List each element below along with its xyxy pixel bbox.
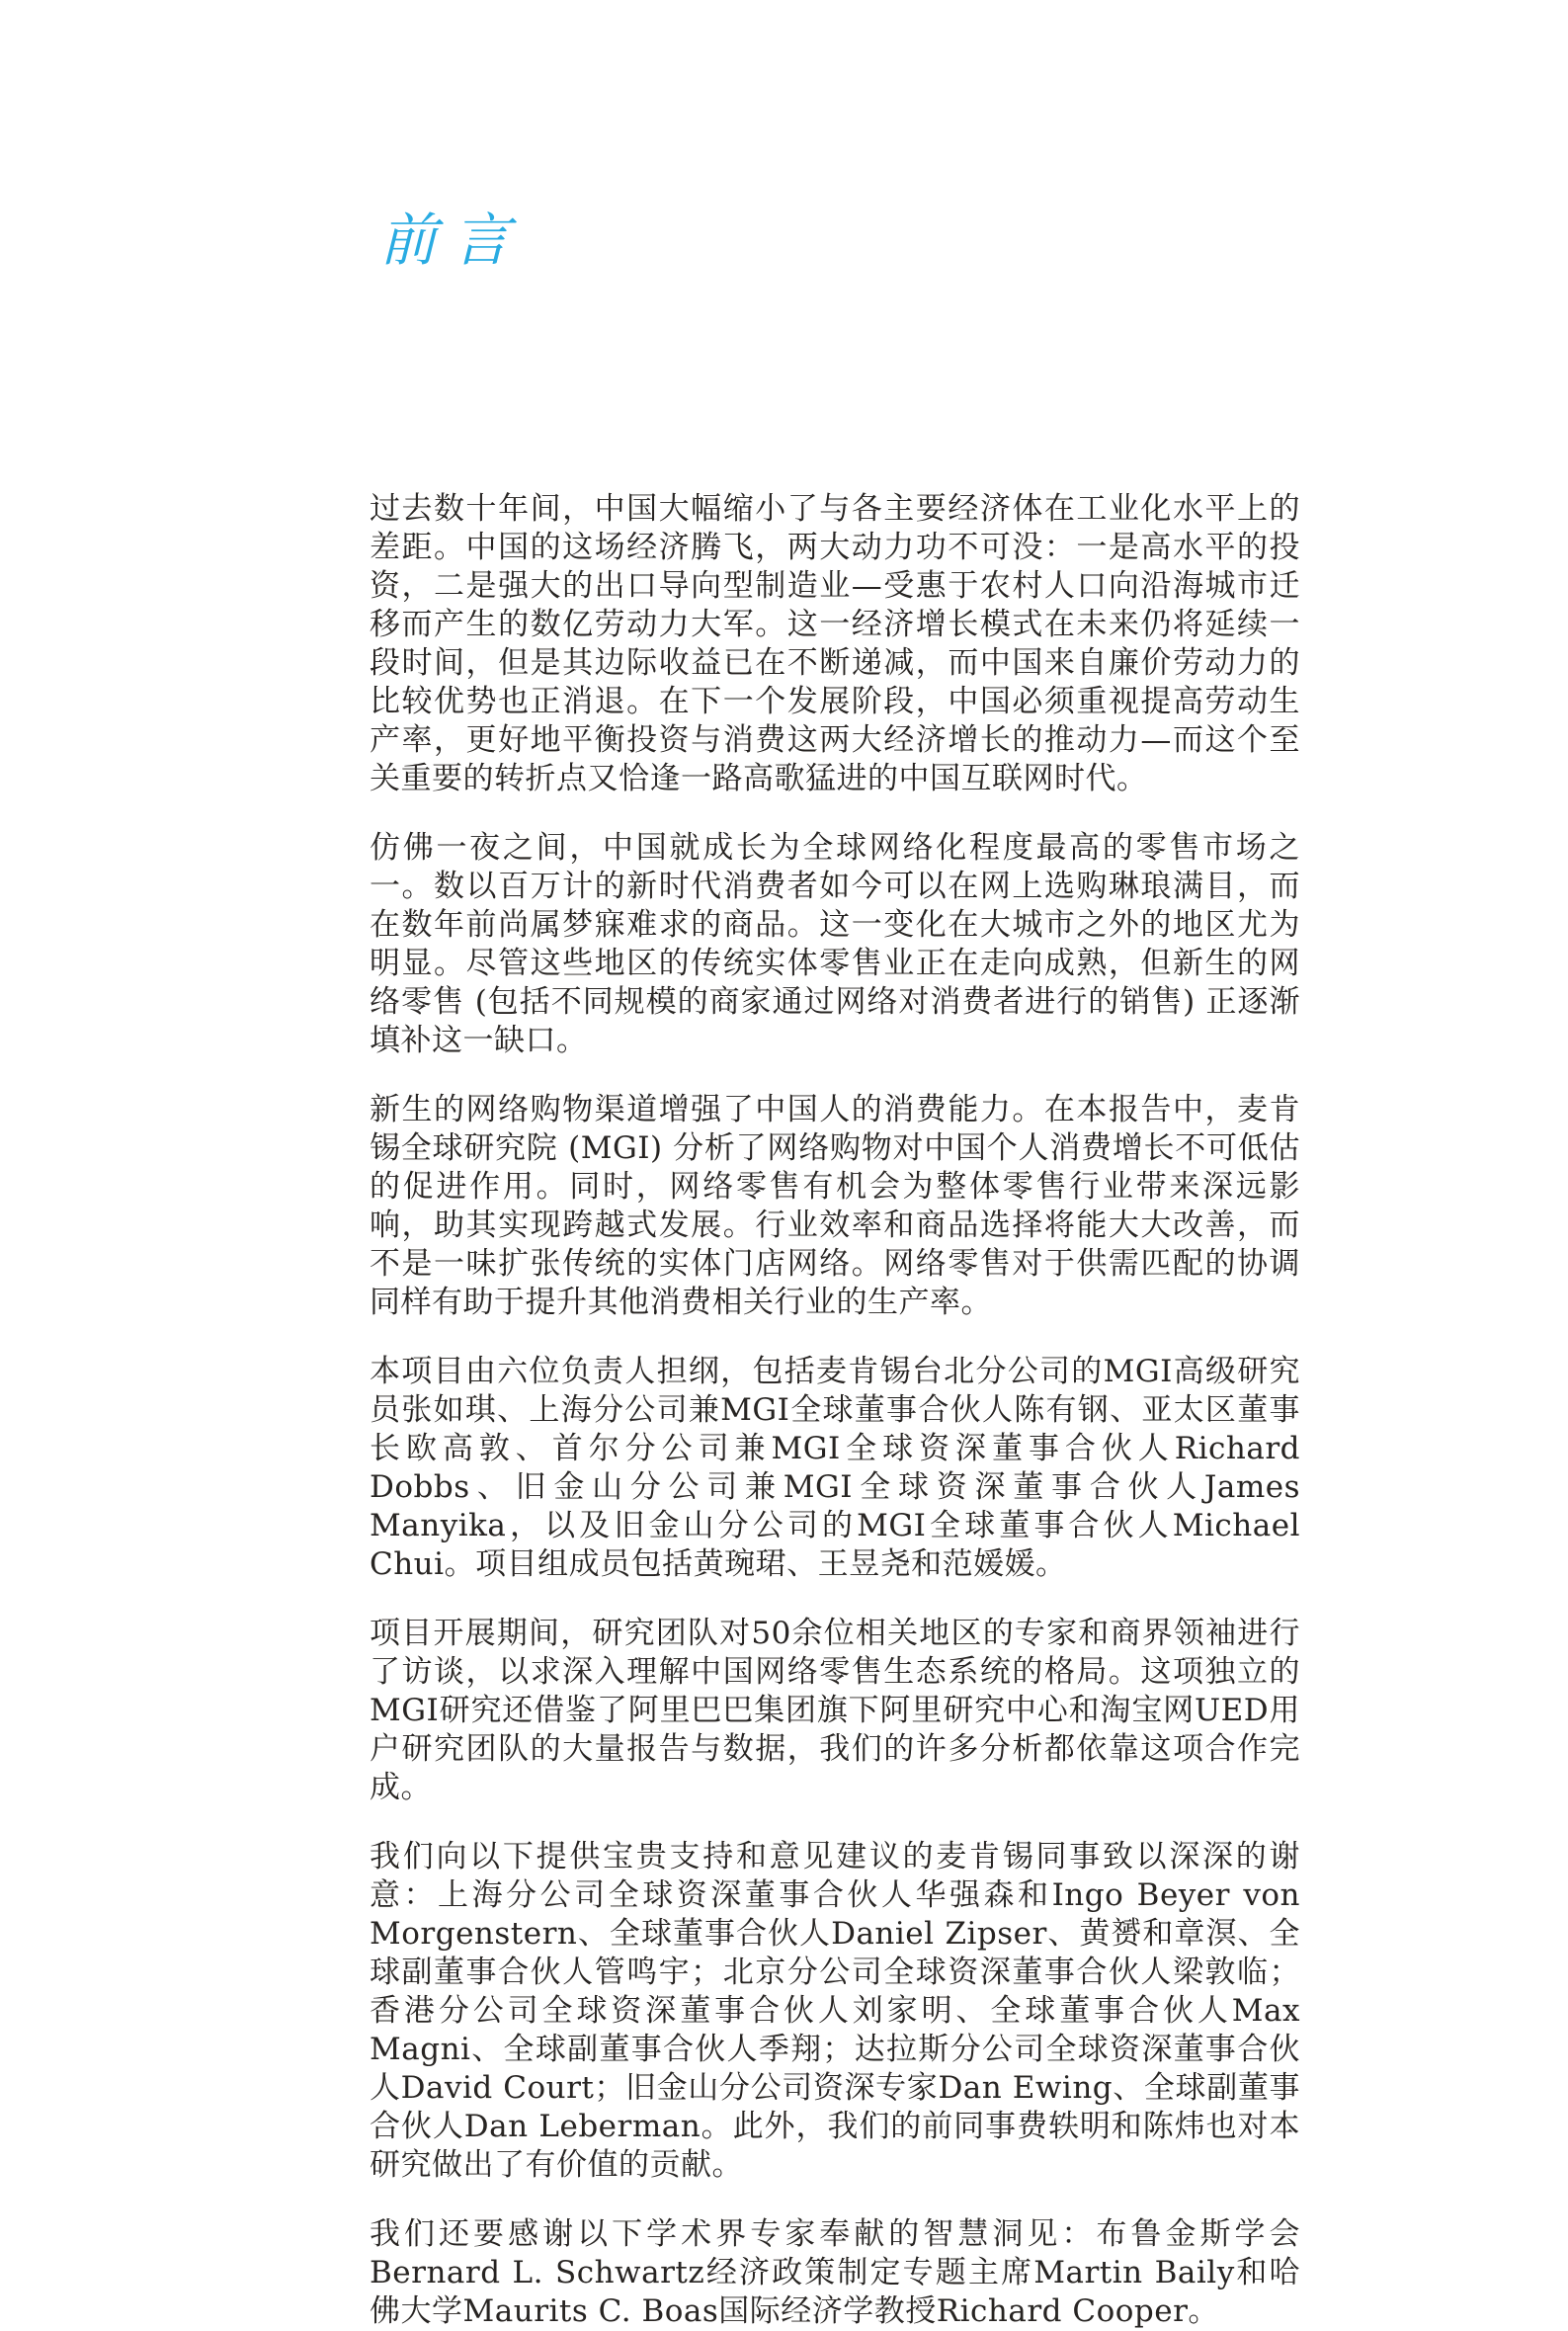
body-paragraph: 我们向以下提供宝贵支持和意见建议的麦肯锡同事致以深深的谢意：上海分公司全球资深董事合伙人华强森和Ingo Beyer von Morgenstern、全球董事合伙人Daniel Zipser、黄赟和章溟、全球副董事合伙人管鸣宇；北京分公司全球资深董事合伙人梁敦临；香港分公司全球资深董事合伙人刘家明、全球董事合伙人Max Magni、全球副董事合伙人季翔；达拉斯分公司全球资深董事合伙人David Court；旧金山分公司资深专家Dan Ewing、全球副董事合伙人Dan Leberman。此外，我们的前同事费轶明和陈炜也对本研究做出了有价值的贡献。 xyxy=(370,1839,1300,2183)
body-paragraph: 项目开展期间，研究团队对50余位相关地区的专家和商界领袖进行了访谈，以求深入理解中国网络零售生态系统的格局。这项独立的MGI研究还借鉴了阿里巴巴集团旗下阿里研究中心和淘宝网UED用户研究团队的大量报告与数据，我们的许多分析都依靠这项合作完成。 xyxy=(370,1616,1300,1805)
body-paragraph: 我们还要感谢以下学术界专家奉献的智慧洞见：布鲁金斯学会Bernard L. Schwartz经济政策制定专题主席Martin Baily和哈佛大学Maurits C. Boas国际经济学教授Richard Cooper。 xyxy=(370,2216,1300,2329)
body-paragraph: 仿佛一夜之间，中国就成长为全球网络化程度最高的零售市场之一。数以百万计的新时代消费者如今可以在网上选购琳琅满目，而在数年前尚属梦寐难求的商品。这一变化在大城市之外的地区尤为明显。尽管这些地区的传统实体零售业正在走向成熟，但新生的网络零售 (包括不同规模的商家通过网络对消费者进行的销售) 正逐渐填补这一缺口。 xyxy=(370,830,1300,1058)
body-paragraph: 新生的网络购物渠道增强了中国人的消费能力。在本报告中，麦肯锡全球研究院 (MGI) 分析了网络购物对中国个人消费增长不可低估的促进作用。同时，网络零售有机会为整体零售行业带来深远影响，助其实现跨越式发展。行业效率和商品选择将能大大改善，而不是一味扩张传统的实体门店网络。网络零售对于供需匹配的协调同样有助于提升其他消费相关行业的生产率。 xyxy=(370,1092,1300,1320)
preface-body xyxy=(370,490,1300,2331)
body-paragraph: 过去数十年间，中国大幅缩小了与各主要经济体在工业化水平上的差距。中国的这场经济腾飞，两大动力功不可没：一是高水平的投资，二是强大的出口导向型制造业—受惠于农村人口向沿海城市迁移而产生的数亿劳动力大军。这一经济增长模式在未来仍将延续一段时间，但是其边际收益已在不断递减，而中国来自廉价劳动力的比较优势也正消退。在下一个发展阶段，中国必须重视提高劳动生产率，更好地平衡投资与消费这两大经济增长的推动力—而这个至关重要的转折点又恰逢一路高歌猛进的中国互联网时代。 xyxy=(370,491,1300,796)
page-title: 前言 xyxy=(379,207,527,274)
body-paragraph: 本项目由六位负责人担纲，包括麦肯锡台北分公司的MGI高级研究员张如琪、上海分公司兼MGI全球董事合伙人陈有钢、亚太区董事长欧高敦、首尔分公司兼MGI全球资深董事合伙人Richard Dobbs、旧金山分公司兼MGI全球资深董事合伙人James Manyika，以及旧金山分公司的MGI全球董事合伙人Michael Chui。项目组成员包括黄琬珺、王昱尧和范媛媛。 xyxy=(370,1354,1300,1582)
